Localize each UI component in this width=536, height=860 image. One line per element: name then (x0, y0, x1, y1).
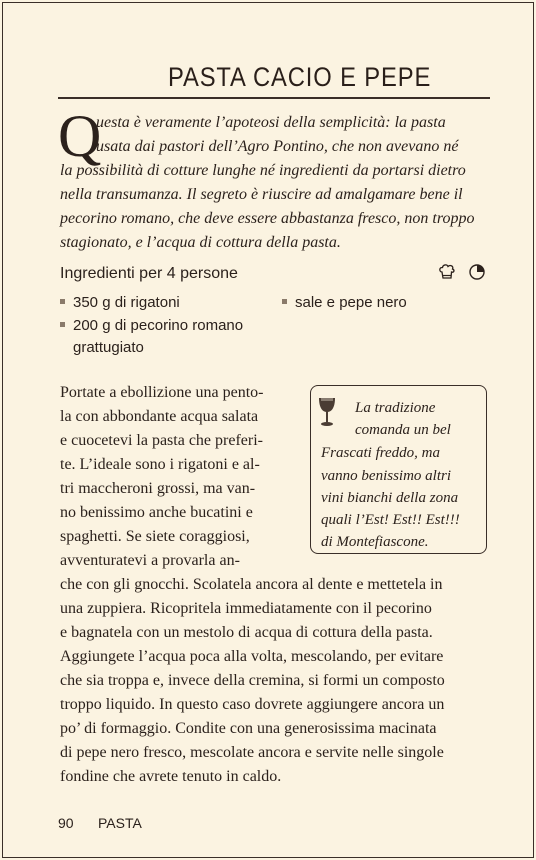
title-rule (58, 97, 490, 99)
body-line: che con gli gnocchi. Scolatela ancora al dente e mettetela in (60, 576, 443, 593)
ingredient-item-continued: grattugiato (73, 339, 144, 356)
body-line: una zuppiera. Ricopritela immediatamente con il pecorino (60, 600, 432, 617)
body-line: Portate a ebollizione una pento- (60, 384, 264, 401)
chef-hat-icon (438, 263, 456, 281)
wine-tip-line: vini bianchi della zona (321, 490, 459, 506)
wine-tip-line: vanno benissimo altri (321, 468, 451, 484)
body-line: po’ di formaggio. Condite con una generosissima macinata (60, 720, 437, 737)
page-title: PASTA CACIO E PEPE (168, 62, 432, 92)
wine-tip-line: Frascati freddo, ma (321, 445, 441, 461)
body-line: tri maccheroni grossi, ma van- (60, 480, 256, 497)
body-line: troppo liquido. In questo caso dovrete aggiungere ancora un (60, 696, 445, 713)
body-line: la con abbondante acqua salata (60, 408, 259, 425)
wine-glass-icon (316, 396, 338, 428)
body-line: e bagnatela con un mestolo di acqua di cottura della pasta. (60, 624, 433, 641)
wine-tip-line: comanda un bel (355, 422, 451, 438)
intro-line: uesta è veramente l’apoteosi della semplicità: la pasta (96, 114, 446, 131)
footer-section: PASTA (98, 815, 142, 831)
intro-line: nella transumanza. Il segreto è riuscire ad amalgamare bene il (60, 186, 463, 203)
wine-tip-line: La tradizione (355, 400, 436, 416)
body-line: di pepe nero fresco, mescolate ancora e servite nelle singole (60, 744, 444, 761)
wine-tip-line: di Montefiascone. (321, 534, 429, 550)
ingredient-item: 200 g di pecorino romano (60, 315, 243, 337)
clock-icon (468, 263, 486, 281)
body-line: che sia troppa e, invece della cremina, si formi un composto (60, 672, 445, 689)
intro-line: pecorino romano, che deve essere abbastanza fresco, non troppo (60, 210, 475, 227)
intro-line: stagionato, e l’acqua di cottura della pasta. (60, 234, 341, 251)
body-line: te. L’ideale sono i rigatoni e al- (60, 456, 260, 473)
intro-dropcap: Q (58, 103, 102, 169)
body-line: Aggiungete l’acqua poca alla volta, mescolando, per evitare (60, 648, 444, 665)
intro-line: la possibilità di cotture lunghe né ingredienti da portarsi dietro (60, 162, 466, 179)
body-line: spaghetti. Se siete coraggiosi, (60, 528, 250, 545)
ingredients-title: Ingredienti per 4 persone (60, 265, 238, 282)
body-line: no benissimo anche bucatini e (60, 504, 253, 521)
body-line: e cuocetevi la pasta che preferi- (60, 432, 263, 449)
body-line: avventuratevi a provarla an- (60, 552, 240, 569)
body-line: fondine che avrete tenuto in caldo. (60, 768, 282, 785)
wine-tip-line: quali l’Est! Est!! Est!!! (321, 512, 460, 528)
intro-line: usata dai pastori dell’Agro Pontino, che non avevano né (96, 138, 459, 155)
page-number: 90 (58, 815, 74, 831)
ingredient-item: sale e pepe nero (282, 292, 407, 314)
ingredient-item: 350 g di rigatoni (60, 292, 180, 314)
